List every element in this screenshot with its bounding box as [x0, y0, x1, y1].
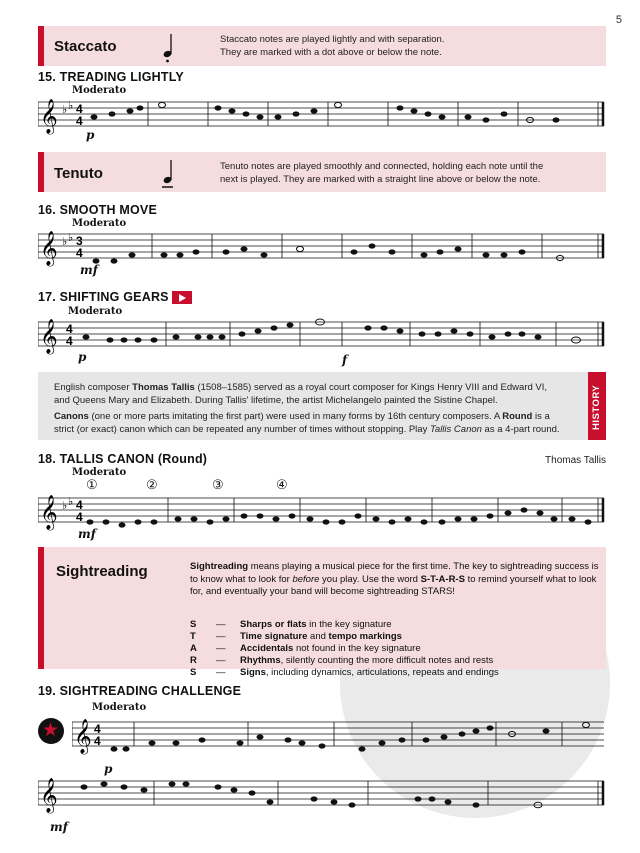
history-box	[38, 372, 606, 440]
staccato-info-box	[38, 26, 606, 66]
list-item: R — Rhythms, silently counting the more difficult notes and rests	[190, 655, 494, 666]
svg-text:𝄞: 𝄞	[40, 99, 58, 134]
exercise-18-title: 18. TALLIS CANON (Round)	[38, 452, 208, 466]
svg-text:4: 4	[94, 722, 101, 736]
exercise-19-dynamic: p	[104, 762, 113, 776]
page-number: 5	[615, 14, 622, 26]
svg-text:𝄞: 𝄞	[40, 495, 58, 530]
exercise-17-dynamic: p	[78, 350, 87, 364]
exercise-16-dynamic: mf	[80, 263, 98, 277]
history-para-2: Canons (one or more parts imitating the first part) were used in many forms by 16th century composers. A Round is a strict (or exact) canon which can be repeated any number of times without stopping. Play Tallis Canon as a 4-part round.	[54, 411, 560, 435]
exercise-16-staff	[38, 228, 606, 268]
exercise-19-staff-2	[38, 775, 606, 815]
tenuto-desc-2: next is played. They are marked with a straight line above or below the note.	[220, 174, 541, 185]
round-entry-1: ①	[86, 478, 98, 493]
svg-text:♭: ♭	[62, 499, 68, 512]
exercise-16-tempo: Moderato	[72, 218, 127, 229]
sightreading-box	[38, 547, 606, 678]
exercise-18-staff	[38, 492, 606, 532]
exercise-15-dynamic: p	[86, 128, 95, 142]
svg-text:♭: ♭	[68, 495, 74, 508]
svg-text:4: 4	[76, 102, 83, 116]
svg-text:♭: ♭	[68, 231, 74, 244]
exercise-18-dynamic: mf	[78, 527, 96, 541]
composer-credit: Thomas Tallis	[545, 455, 606, 466]
history-para-1: English composer Thomas Tallis (1508–1585) served as a royal court composer for Kings Henry VIII and Edward VI, and Queens Mary and Elizabeth. During Tallis' lifetime, the artist Michelangelo painted the Sistine Chapel.	[54, 382, 548, 406]
list-item: S — Sharps or flats in the key signature	[190, 619, 392, 630]
svg-text:4: 4	[66, 334, 73, 348]
svg-text:4: 4	[76, 510, 83, 524]
round-entry-2: ②	[146, 478, 158, 493]
exercise-19-title: 19. SIGHTREADING CHALLENGE	[38, 684, 242, 698]
round-entry-3: ③	[212, 478, 224, 493]
svg-text:♭: ♭	[62, 103, 68, 116]
svg-text:4: 4	[76, 246, 83, 260]
star-icon: ★	[38, 718, 64, 744]
list-item: A — Accidentals not found in the key signature	[190, 643, 421, 654]
svg-text:𝄞: 𝄞	[40, 231, 58, 266]
exercise-17-tempo: Moderato	[68, 306, 123, 317]
exercise-18-tempo: Moderato	[72, 467, 127, 478]
exercise-19-staff-1	[72, 716, 606, 756]
exercise-17-title: 17. SHIFTING GEARS	[38, 290, 169, 304]
svg-text:𝄞: 𝄞	[74, 719, 92, 754]
play-icon[interactable]	[172, 291, 192, 304]
round-entry-4: ④	[276, 478, 288, 493]
list-item: S — Signs, including dynamics, articulations, repeats and endings	[190, 667, 499, 678]
staccato-title: Staccato	[54, 38, 117, 55]
exercise-17-dynamic-2: f	[342, 353, 348, 367]
sightreading-intro: Sightreading means playing a musical piece for the first time. The key to sightreading success is to know what to look for before you play. Use the word S-T-A-R-S to remind yourself what to look for, and eventually your band will become sightreading STARS!	[190, 561, 599, 597]
staccato-desc-2: They are marked with a dot above or below the note.	[220, 47, 442, 58]
svg-text:4: 4	[94, 734, 101, 748]
stars-list	[190, 619, 499, 679]
history-tab: HISTORY	[588, 372, 606, 440]
exercise-19-dynamic-2: mf	[50, 820, 68, 834]
exercise-15-staff	[38, 96, 606, 136]
exercise-19-tempo: Moderato	[92, 702, 147, 713]
list-item: T — Time signature and tempo markings	[190, 631, 402, 642]
staccato-desc-1: Staccato notes are played lightly and with separation.	[220, 34, 445, 45]
svg-text:4: 4	[76, 498, 83, 512]
svg-text:4: 4	[66, 322, 73, 336]
svg-text:♭: ♭	[62, 235, 68, 248]
exercise-15-tempo: Moderato	[72, 85, 127, 96]
tenuto-note-icon	[158, 158, 178, 190]
exercise-16-title: 16. SMOOTH MOVE	[38, 203, 157, 217]
svg-text:4: 4	[76, 114, 83, 128]
svg-text:𝄞: 𝄞	[40, 778, 58, 813]
tenuto-desc-1: Tenuto notes are played smoothly and connected, holding each note until the	[220, 161, 544, 172]
exercise-15-title: 15. TREADING LIGHTLY	[38, 70, 184, 84]
svg-text:♭: ♭	[68, 99, 74, 112]
tenuto-info-box	[38, 152, 606, 192]
exercise-17-staff	[38, 316, 606, 356]
svg-text:𝄞: 𝄞	[40, 319, 58, 354]
svg-text:3: 3	[76, 234, 83, 248]
staccato-note-icon	[158, 32, 178, 64]
sightreading-title: Sightreading	[56, 563, 148, 580]
tenuto-title: Tenuto	[54, 165, 103, 182]
